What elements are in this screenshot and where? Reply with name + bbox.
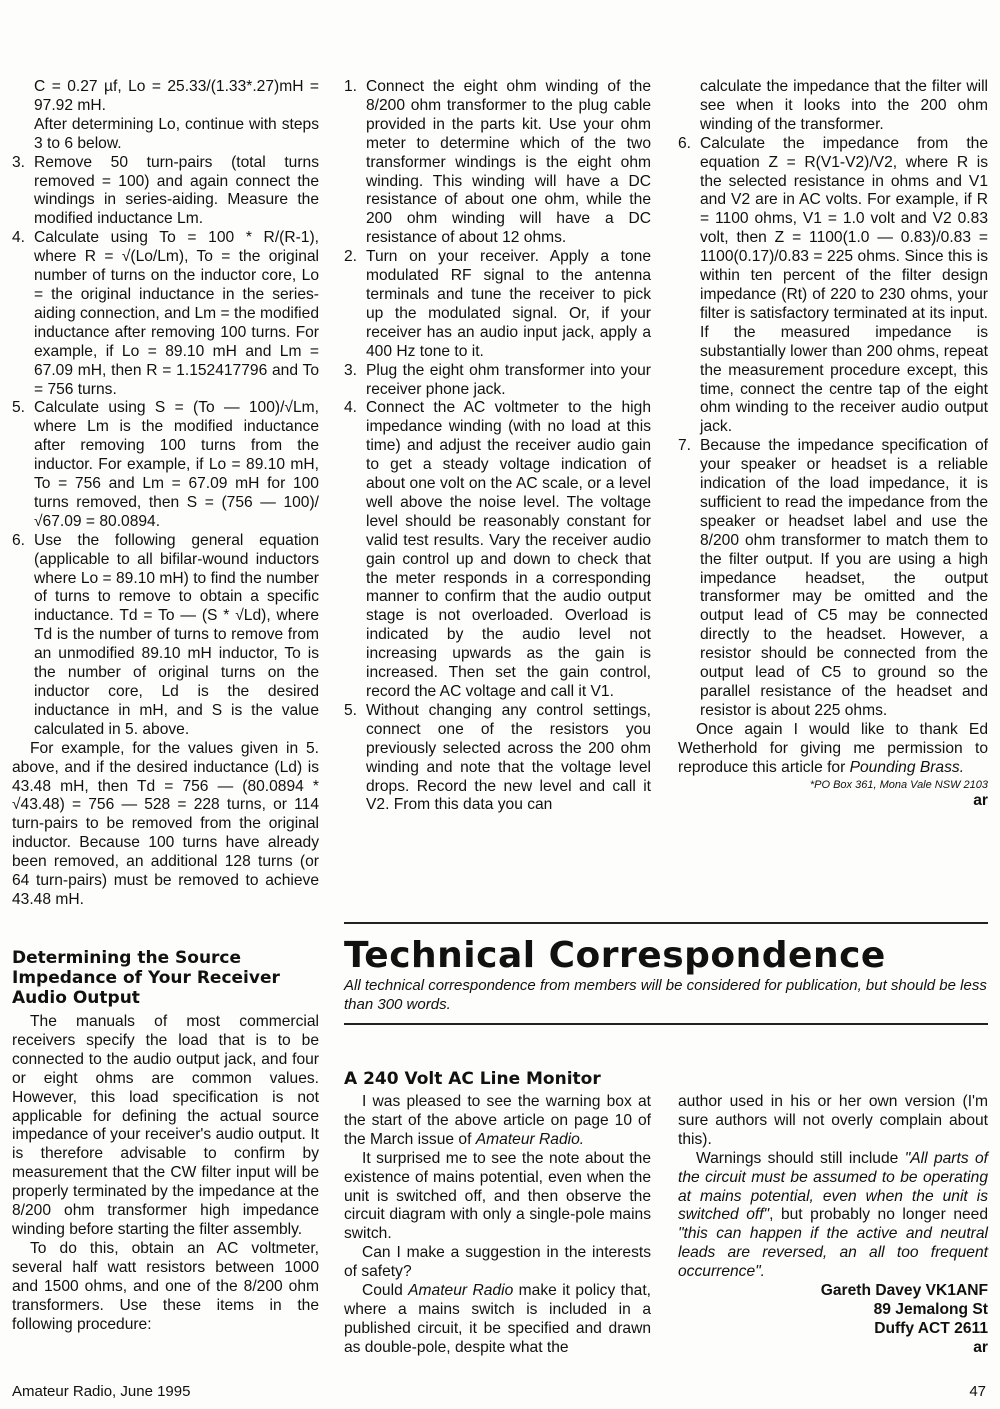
magazine-name: Amateur Radio. — [475, 1130, 585, 1148]
step-6: 6. Use the following general equation (applicable to all bifilar-wound inductors where Lo = 89.10 mH) to find the number of turns to remove to obtain a specific inductance. Td = To — (S * √Ld), where Td is the number of turns to remove from an unmodified 89.10 mH inductor, To is the number of original turns on the inductor core, Ld is the desired inductance in mH, and S is the value calculated in 5. above. — [12, 531, 319, 738]
paragraph: Could Amateur Radio make it policy that, where a mains switch is included in a published circuit, it be specified and drawn as double-pole, despite what the — [344, 1282, 652, 1356]
end-mark: ar — [973, 791, 988, 809]
formula-line: C = 0.27 µf, Lo = 25.33/(1.33*.27)mH = 97.92 mH. — [34, 78, 319, 114]
section-intro: All technical correspondence from members will be considered for publication, but should be less than 300 words. — [344, 977, 987, 1013]
acknowledgement: Once again I would like to thank Ed Wetherhold for giving me permission to reproduce this article for Pounding Brass. — [678, 720, 988, 776]
column-2 — [344, 78, 651, 815]
paragraph: To do this, obtain an AC voltmeter, several half watt resistors between 1000 and 1500 ohms, and one of the 8/200 ohm transformers. Use these items in the following procedure: — [12, 1239, 319, 1333]
footer-publication: Amateur Radio, June 1995 — [12, 1383, 191, 1400]
magazine-name: Amateur Radio — [408, 1282, 514, 1300]
letter-column-1 — [344, 1093, 651, 1358]
step-1: 1. Connect the eight ohm winding of the 8/200 ohm transformer to the plug cable provided in the parts kit. Use your ohm meter to determine which of the two transformer windings is the eight ohm winding. This winding will have a DC resistance of about one ohm, while the 200 ohm winding will have a DC resistance of about 12 ohms. — [344, 78, 651, 247]
signature-street: 89 Jemalong St — [873, 1300, 988, 1318]
step-3: 3. Plug the eight ohm transformer into your receiver phone jack. — [344, 361, 651, 398]
author-address: *PO Box 361, Mona Vale NSW 2103 — [809, 778, 988, 791]
paragraph: The manuals of most commercial receivers specify the load that is to be connected to the audio output jack, and four or eight ohms are common values. However, this load specification is not applicable for defining the actual source impedance of your receiver's audio output. It is therefore advisable to confirm by measurement that the CW filter input will be properly terminated by the impedance at the 8/200 ohm transformer high impedance winding before starting the filter assembly. — [12, 1013, 319, 1238]
top-rule — [344, 922, 988, 924]
column-1 — [12, 78, 319, 910]
paragraph: author used in his or her own version (I'm sure authors will not overly complain about this). — [678, 1093, 988, 1148]
end-mark: ar — [973, 1338, 988, 1356]
paragraph: Can I make a suggestion in the interests of safety? — [344, 1244, 651, 1281]
step-4: 4. Connect the AC voltmeter to the high impedance winding (with no load at this time) and adjust the receiver audio gain to get a steady voltage indication of about one volt on the AC scale, or a level well above the noise level. The voltage level should be reasonably constant for valid test results. Vary the receiver audio gain control up and down to check that the meter responds in a corresponding manner to confirm that the audio output stage is not overloaded. Overload is indicated by the audio level not increasing upwards as the gain is increased. Then set the gain control, record the AC voltage and call it V1. — [344, 399, 651, 700]
letter-column-2 — [678, 1093, 988, 1358]
step-5: 5. Calculate using S = (To — 100)/√Lm, where Lm is the modified inductance after removing 100 turns from the inductor. For example, if Lo = 89.10 mH, To = 756 and Lm = 67.09 mH for 100 turns removed, then S = (756 — 100)/√67.09 = 80.0894. — [12, 399, 319, 530]
step-5: 5. Without changing any control settings, connect one of the resistors you previously selected across the 200 ohm winding and note that the voltage level drops. Record the new level and call it V2. From this data you can — [344, 701, 651, 814]
page-number: 47 — [969, 1383, 986, 1400]
step-6: 6. Calculate the impedance from the equation Z = R(V1-V2)/V2, where R is the selected resistance in ohms and V1 and V2 are in AC volts. For example, if R = 1100 ohms, V1 = 1.0 volt and V2 0.83 volt, then Z = 1100(1.0 — 0.83)/0.83 = 1100(0.17)/0.83 = 225 ohms. Since this is within ten percent of the filter design impedance (Rt) of 220 to 230 ohms, your filter is satisfactory terminated at its input. If the measured impedance is substantially lower than 200 ohms, repeat the measurement procedure except, this time, connect the centre tap of the eight ohm winding to the receiver audio output jack. — [678, 134, 988, 436]
paragraph: calculate the impedance that the filter will see when it looks into the 200 ohm winding of the transformer. — [700, 78, 988, 133]
publication-name: Pounding Brass. — [849, 758, 965, 776]
paragraph: It surprised me to see the note about the existence of mains potential, even when the unit is switched off, and then observe the circuit diagram with only a single-pole mains switch. — [344, 1149, 651, 1243]
section-heading: Determining the Source Impedance of Your Receiver Audio Output — [12, 948, 280, 1008]
step-3: 3. Remove 50 turn-pairs (total turns removed = 100) and again connect the windings in series-aiding. Measure the modified inductance Lm. — [12, 153, 319, 228]
step-2: 2. Turn on your receiver. Apply a tone modulated RF signal to the antenna terminals and tune the receiver to pick up the modulated signal. Or, if your receiver has an audio input jack, apply a 400 Hz tone to it. — [344, 248, 651, 360]
signature-name: Gareth Davey VK1ANF — [820, 1282, 988, 1300]
signature-town: Duffy ACT 2611 — [874, 1319, 988, 1337]
paragraph: Warnings should still include "All parts of the circuit must be assumed to be operating at mains potential, even when the unit is switched off", but probably no longer need "this can happen if the active and neutral leads are reversed, an all too frequent occurrence". — [678, 1149, 989, 1281]
article-heading: A 240 Volt AC Line Monitor — [344, 1069, 601, 1089]
step-4: 4. Calculate using To = 100 * R/(R-1), where R = √(Lo/Lm), To = the original number of turns on the inductor core, Lo = the original inductance in the series-aiding connection, and Lm = the modified inductance after removing 100 turns. For example, if Lo = 89.10 mH and Lm = 67.09 mH, then R = 1.152417796 and To = 756 turns. — [12, 229, 319, 398]
page-title: Technical Correspondence — [344, 935, 886, 976]
paragraph: After determining Lo, continue with steps 3 to 6 below. — [34, 115, 319, 152]
example-paragraph: For example, for the values given in 5. above, and if the desired inductance (Ld) is 43.48 mH, then Td = 756 — (80.0894 * √43.48) = 756 — 528 = 228 turns, or 114 turn-pairs to be removed from the original inductor. Because 100 turns have already been removed, an additional 128 turns (or 64 turn-pairs) must be removed to achieve 43.48 mH. — [12, 739, 319, 908]
paragraph: I was pleased to see the warning box at the start of the above article on page 10 of the March issue of Amateur Radio. — [344, 1093, 651, 1148]
bottom-rule — [344, 1023, 988, 1025]
source-section — [12, 1013, 319, 1334]
step-7: 7. Because the impedance specification of your speaker or headset is a reliable indication of the load impedance, it is sufficient to read the impedance from the speaker or headset label and use the 8/200 ohm transformer to match them to the filter output. If you are using a high impedance headset, the output transformer may be omitted and the output lead of C5 may be connected directly to the headset. However, a resistor should be connected from the output lead of C5 to ground so the parallel resistance of the headset and resistor is about 225 ohms. — [678, 437, 988, 719]
column-3 — [678, 78, 988, 810]
